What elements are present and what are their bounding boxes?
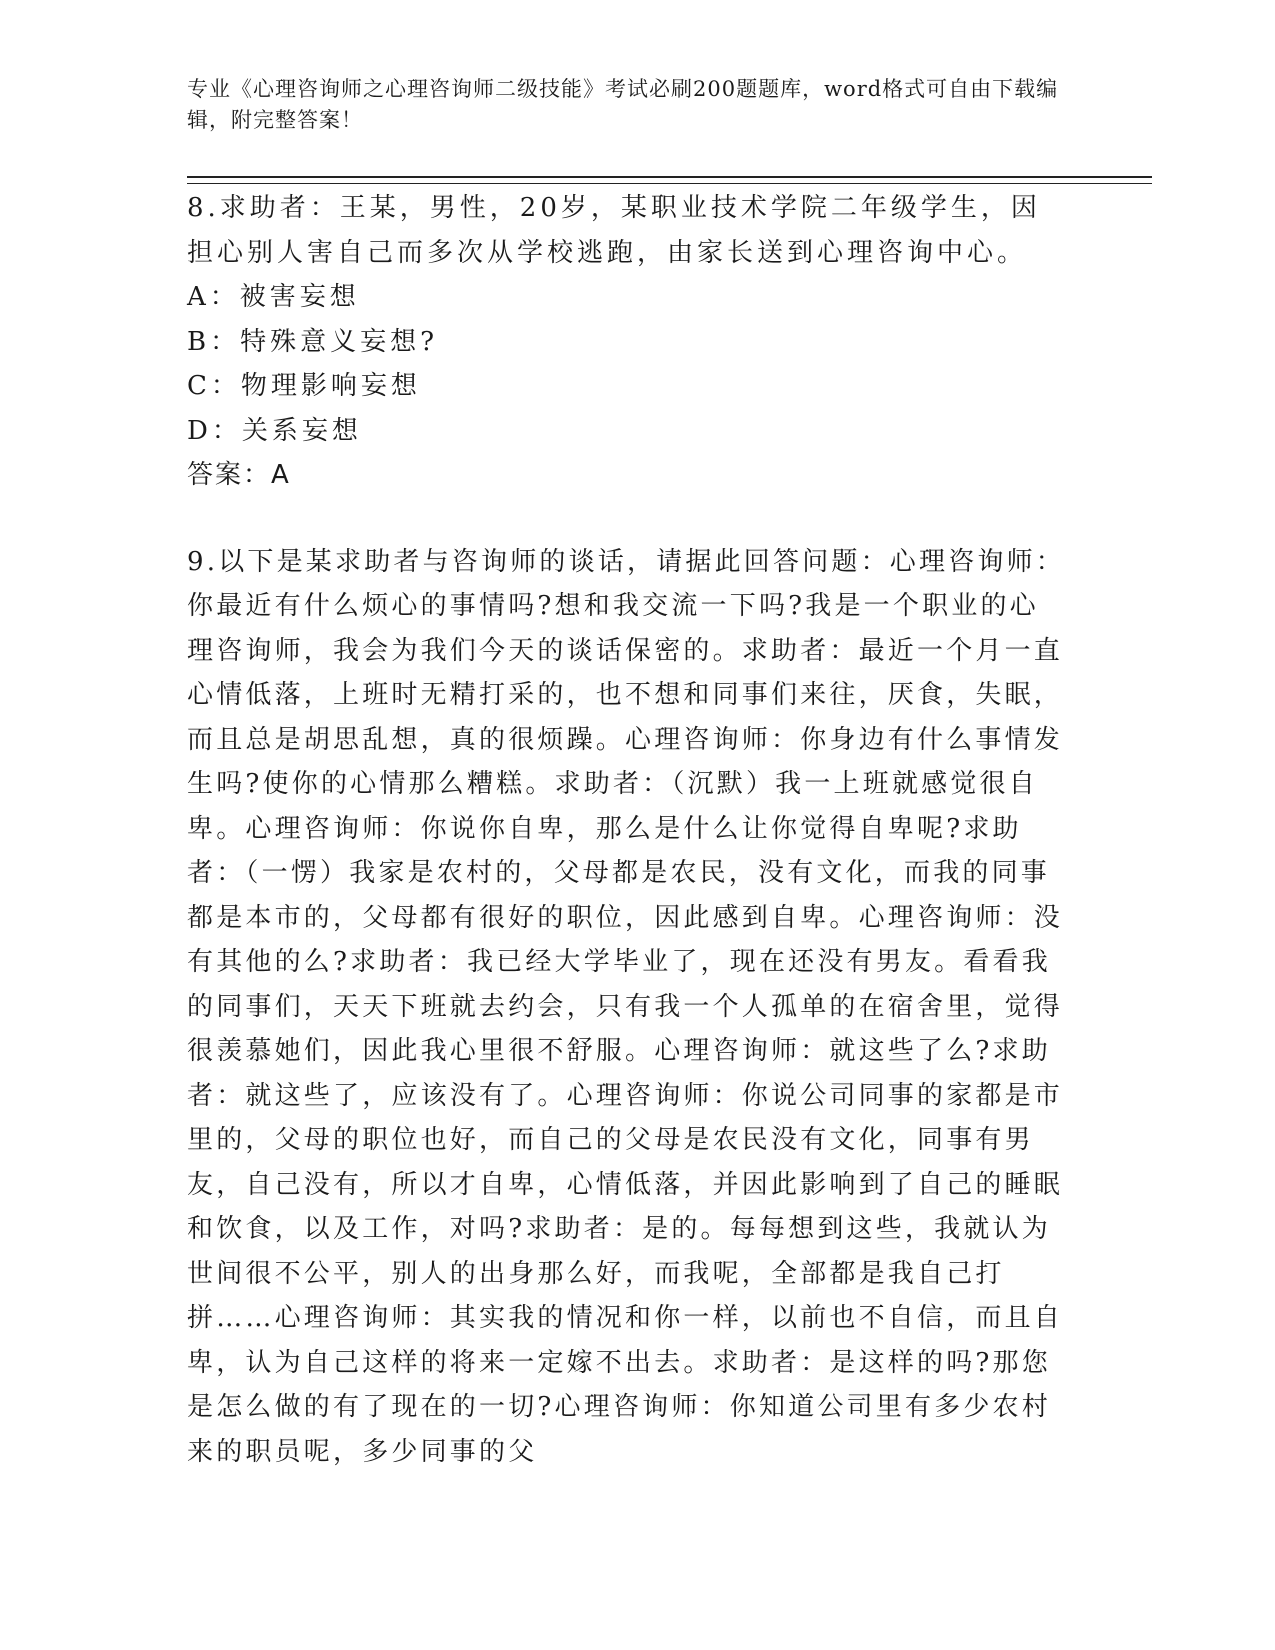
option-c: C：物理影响妄想 <box>187 371 421 401</box>
option-b: B：特殊意义妄想? <box>187 326 439 357</box>
question-stem: 8.求助者：王某，男性，20岁，某职业技术学院二年级学生，因担心别人害自己而多次从学校逃跑，由家长送到心理咨询中心。 <box>187 193 1041 268</box>
header-divider-thin <box>187 183 1152 184</box>
option-d: D：关系妄想 <box>187 415 362 446</box>
question-9 <box>187 540 1067 1475</box>
question-stem: 9.以下是某求助者与咨询师的谈话，请据此回答问题：心理咨询师：你最近有什么烦心的事情吗?想和我交流一下吗?我是一个职业的心理咨询师，我会为我们今天的谈话保密的。求助者：最近一个月一直心情低落，上班时无精打采的，也不想和同事们来往，厌食，失眠，而且总是胡思乱想，真的很烦躁。心理咨询师：你身边有什么事情发生吗?使你的心情那么糟糕。求助者：（沉默）我一上班就感觉很自卑。心理咨询师：你说你自卑，那么是什么让你觉得自卑呢?求助者：（一愣）我家是农村的，父母都是农民，没有文化，而我的同事都是本市的，父母都有很好的职位，因此感到自卑。心理咨询师：没有其他的么?求助者：我已经大学毕业了，现在还没有男友。看看我的同事们，天天下班就去约会，只有我一个人孤单的在宿舍里，觉得很羡慕她们，因此我心里很不舒服。心理咨询师：就这些了么?求助者：就这些了，应该没有了。心理咨询师：你说公司同事的家都是市里的，父母的职位也好，而自己的父母是农民没有文化，同事有男友，自己没有，所以才自卑，心情低落，并因此影响到了自己的睡眠和饮食，以及工作，对吗?求助者：是的。每每想到这些，我就认为世间很不公平，别人的出身那么好，而我呢，全部都是我自己打拼……心理咨询师：其实我的情况和你一样，以前也不自信，而且自卑，认为自己这样的将来一定嫁不出去。求助者：是这样的吗?那您是怎么做的有了现在的一切?心理咨询师：你知道公司里有多少农村来的职员呢，多少同事的父 <box>187 546 1066 1467</box>
question-8 <box>187 186 1067 498</box>
question-list <box>187 186 1067 1474</box>
header-divider-thick <box>187 176 1152 178</box>
option-a: A：被害妄想 <box>187 282 360 312</box>
answer-line: 答案：A <box>187 460 291 490</box>
document-header: 专业《心理咨询师之心理咨询师二级技能》考试必刷200题题库，word格式可自由下载编辑，附完整答案！ <box>187 77 1059 132</box>
